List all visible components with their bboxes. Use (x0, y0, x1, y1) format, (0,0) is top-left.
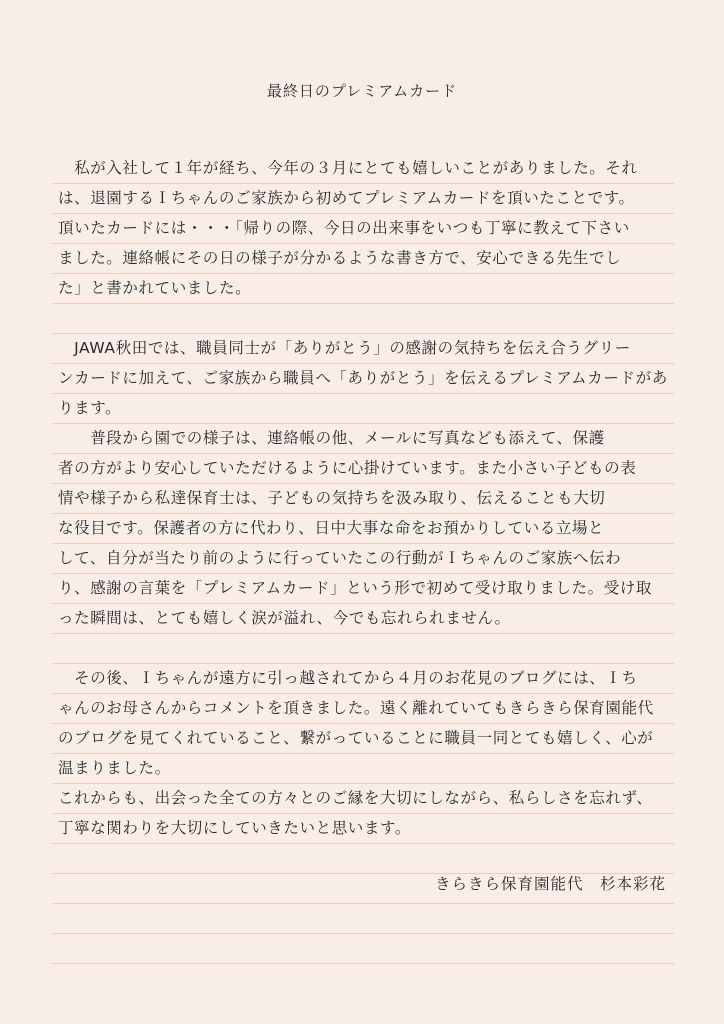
ruled-line (52, 963, 674, 964)
ruled-line (52, 753, 674, 754)
ruled-line (52, 243, 674, 244)
ruled-line (52, 183, 674, 184)
ruled-line (52, 813, 674, 814)
ruled-line (52, 333, 674, 334)
text-line: 者の方がより安心していただけるように心掛けています。また小さい子どもの表 (58, 459, 637, 477)
ruled-line (52, 663, 674, 664)
text-line: 頂いたカードには・・・「帰りの際、今日の出来事をいつも丁寧に教えて下さい (58, 219, 630, 237)
text-line: 温まりました。 (58, 759, 171, 777)
text-line: これからも、出会った全ての方々とのご縁を大切にしながら、私らしさを忘れず、 (58, 789, 653, 807)
ruled-line (52, 213, 674, 214)
text-line: 情や様子から私達保育士は、子どもの気持ちを汲み取り、伝えることも大切 (58, 489, 606, 507)
ruled-line (52, 453, 674, 454)
document-title: 最終日のプレミアムカード (266, 82, 458, 100)
text-line: は、退園するＩちゃんのご家族から初めてプレミアムカードを頂いたことです。 (58, 189, 635, 207)
ruled-line (52, 633, 674, 634)
ruled-line (52, 573, 674, 574)
text-line: ります。 (58, 399, 122, 417)
text-line: ゃんのお母さんからコメントを頂きました。遠く離れていてもきらきら保育園能代 (58, 699, 654, 717)
text-line: のブログを見てくれていること、繋がっていることに職員一同とても嬉しく、心が (58, 729, 654, 747)
text-line: JAWA秋田では、職員同士が「ありがとう」の感謝の気持ちを伝え合うグリー (58, 339, 631, 357)
text-line: ました。連絡帳にその日の様子が分かるような書き方で、安心できる先生でし (58, 249, 622, 267)
signature: きらきら保育園能代 杉本彩花 (434, 875, 666, 893)
ruled-line (52, 723, 674, 724)
ruled-line (52, 273, 674, 274)
text-line: た」と書かれていました。 (58, 279, 252, 297)
ruled-line (52, 363, 674, 364)
ruled-line (52, 303, 674, 304)
ruled-line (52, 543, 674, 544)
ruled-line (52, 693, 674, 694)
text-line: 普段から園での様子は、連絡帳の他、メールに写真なども添えて、保護 (58, 429, 605, 447)
text-line: った瞬間は、とても嬉しく涙が溢れ、今でも忘れられません。 (58, 609, 511, 627)
text-line: ンカードに加えて、ご家族から職員へ「ありがとう」を伝えるプレミアムカードがあ (58, 369, 668, 387)
text-line: り、感謝の言葉を「プレミアムカード」という形で初めて受け取りました。受け取 (58, 579, 652, 597)
text-line: その後、Ｉちゃんが遠方に引っ越されてから４月のお花見のブログには、Ｉち (58, 669, 638, 687)
text-line: 私が入社して１年が経ち、今年の３月にとても嬉しいことがありました。それ (58, 159, 638, 177)
ruled-line (52, 513, 674, 514)
text-line: 丁寧な関わりを大切にしていきたいと思います。 (58, 819, 411, 837)
text-line: な役目です。保護者の方に代わり、日中大事な命をお預かりしている立場と (58, 519, 605, 537)
text-line: して、自分が当たり前のように行っていたこの行動がＩちゃんのご家族へ伝わ (58, 549, 622, 567)
ruled-line (52, 933, 674, 934)
ruled-line (52, 393, 674, 394)
ruled-line (52, 483, 674, 484)
ruled-line (52, 903, 674, 904)
ruled-line (52, 783, 674, 784)
ruled-line (52, 603, 674, 604)
ruled-line (52, 423, 674, 424)
ruled-line (52, 843, 674, 844)
